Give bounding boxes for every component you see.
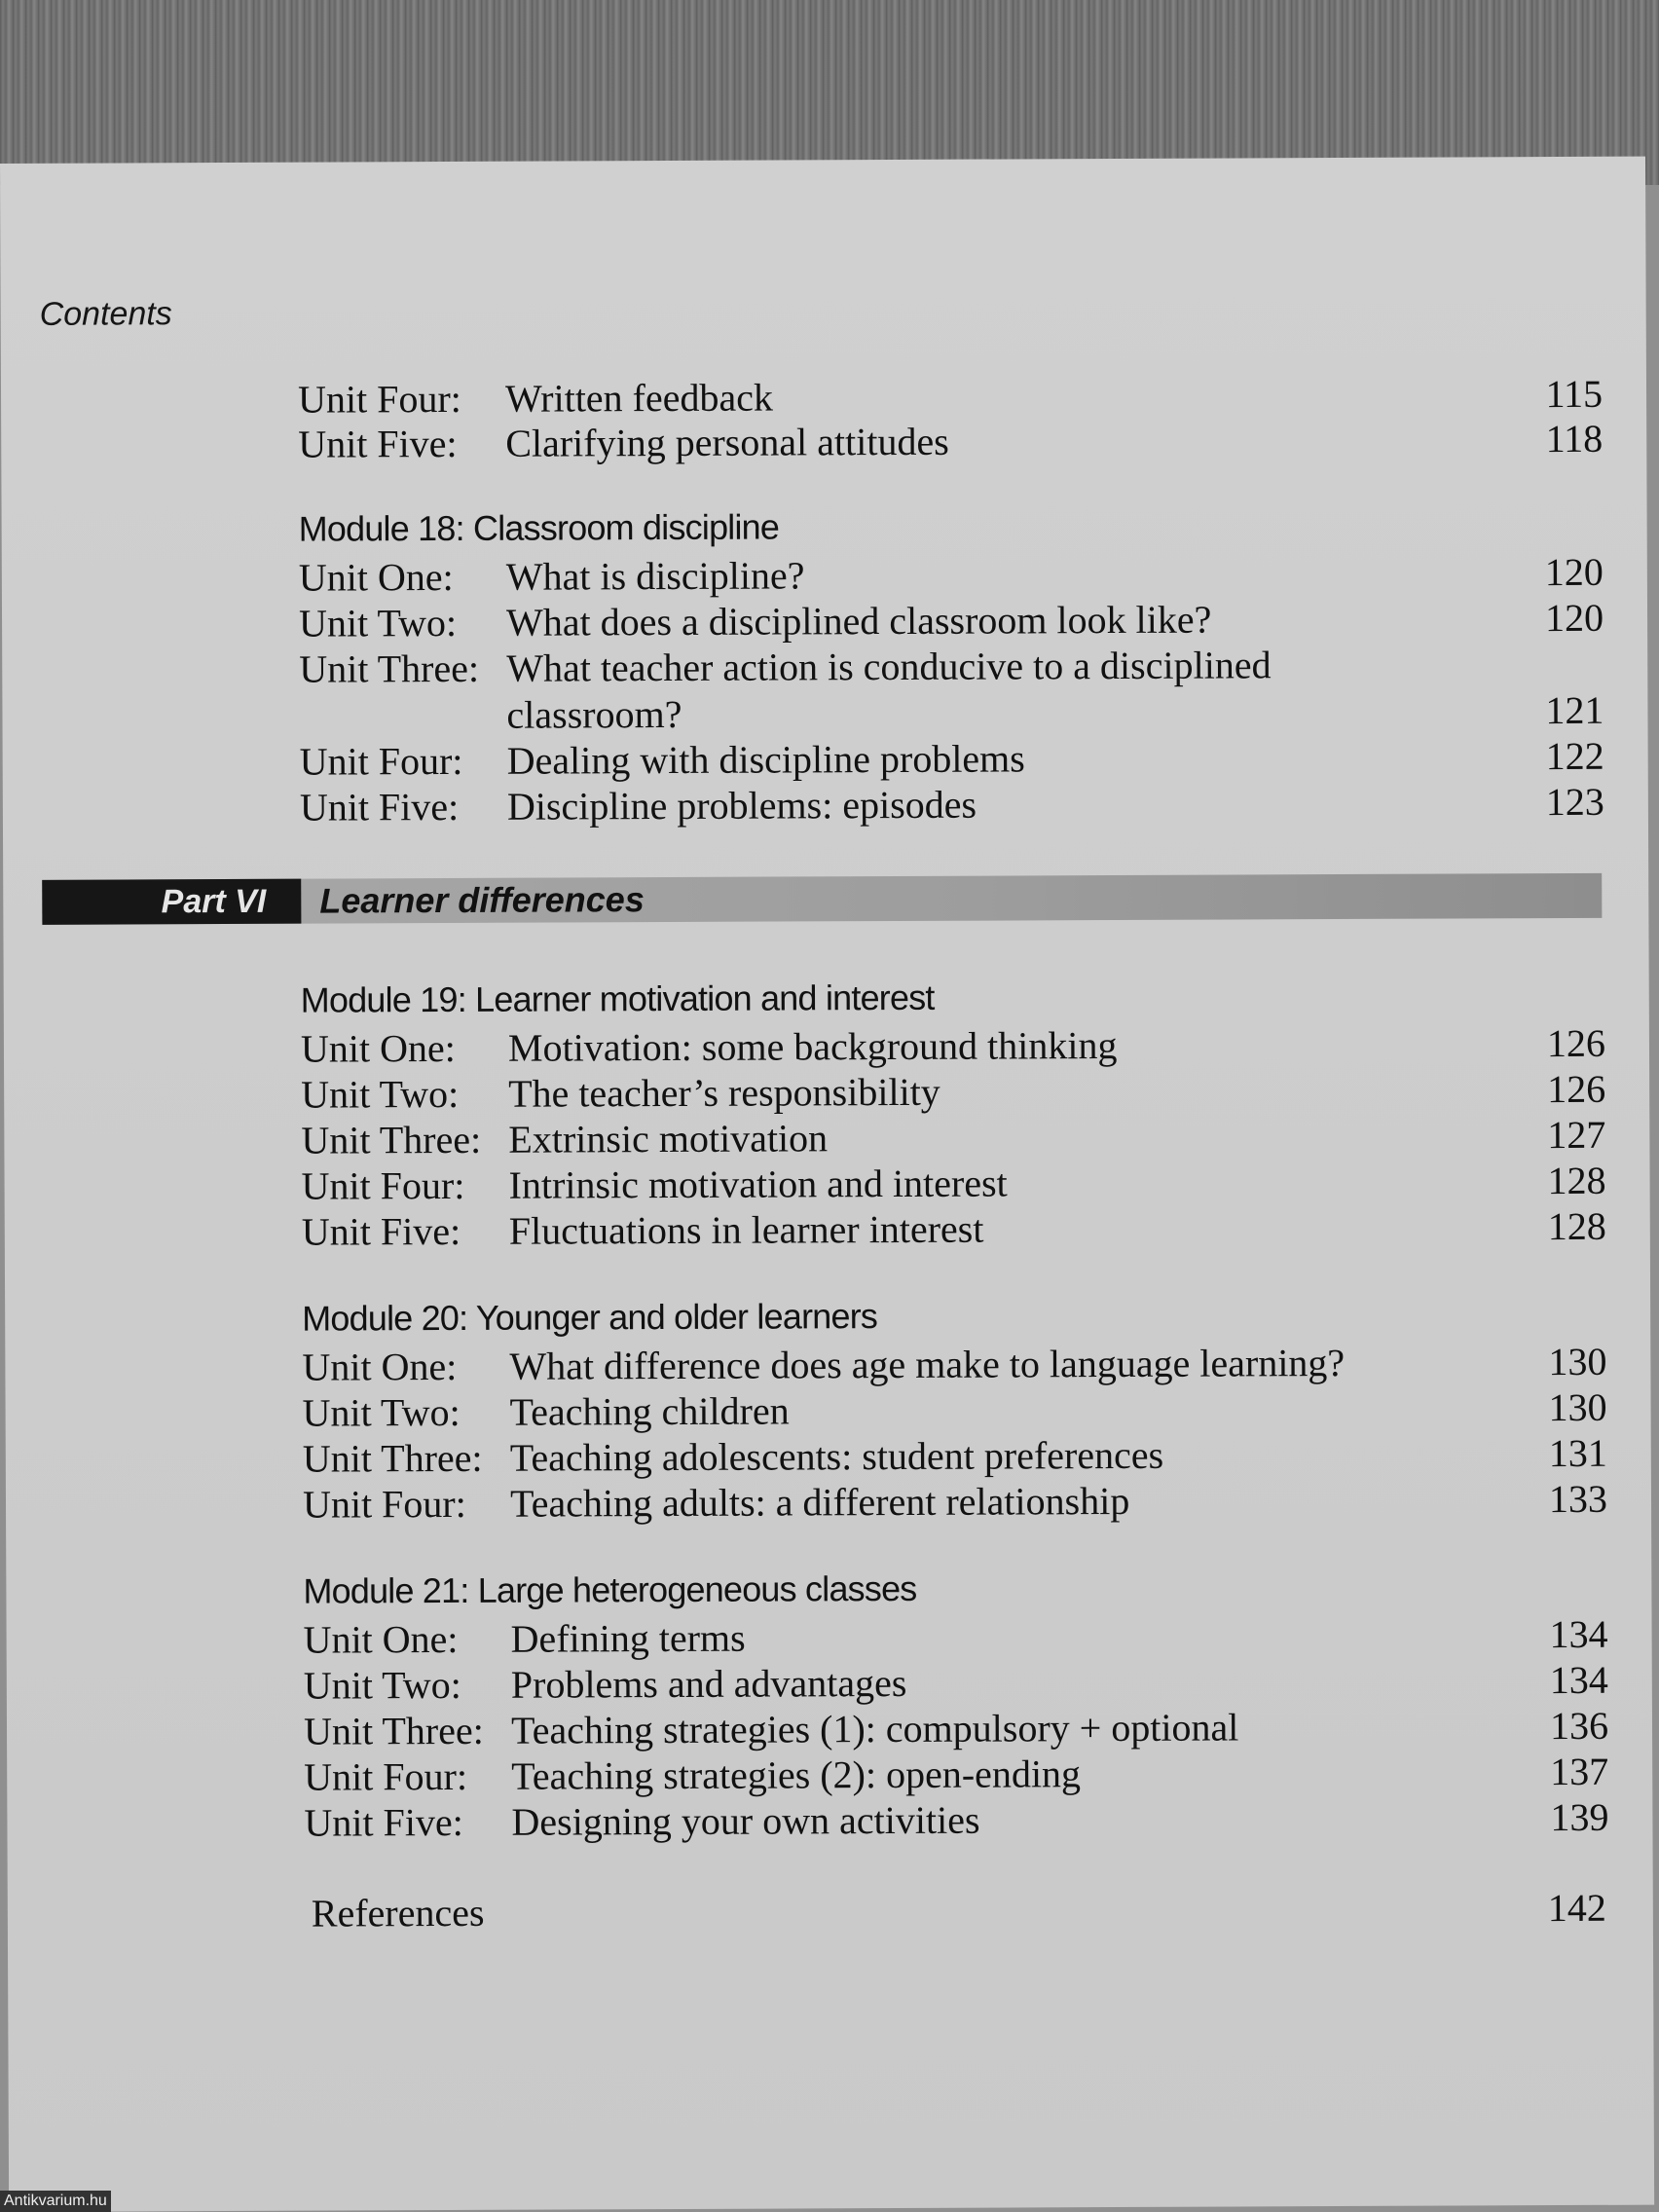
toc-entry xyxy=(302,1203,1606,1256)
unit-title: What is discipline? xyxy=(505,553,805,599)
unit-label: Unit Three: xyxy=(301,1117,482,1162)
unit-title: Discipline problems: episodes xyxy=(506,782,977,829)
toc-entry xyxy=(304,1657,1608,1710)
page-number: 123 xyxy=(1545,779,1604,825)
module-heading: Module 18: Classroom discipline xyxy=(298,506,780,549)
toc-entry xyxy=(301,1066,1605,1119)
unit-label: Unit Four: xyxy=(297,376,461,422)
toc-entry xyxy=(301,1112,1605,1164)
page-number: 142 xyxy=(1547,1885,1606,1931)
toc-entry xyxy=(304,1703,1608,1755)
running-header: Contents xyxy=(39,295,172,333)
unit-label: Unit Two: xyxy=(301,1071,460,1117)
unit-label: Unit Three: xyxy=(302,1435,483,1481)
unit-title: Teaching strategies (2): open-ending xyxy=(511,1751,1082,1798)
toc-entry xyxy=(302,1339,1606,1391)
toc-entry xyxy=(298,416,1603,468)
unit-label: Unit One: xyxy=(300,1025,456,1071)
page-number: 134 xyxy=(1549,1611,1608,1657)
toc-entry xyxy=(299,595,1604,647)
unit-label: Unit Five: xyxy=(298,421,458,466)
page-number: 121 xyxy=(1545,687,1604,733)
page-number: 126 xyxy=(1546,1020,1606,1066)
toc-entry xyxy=(304,1794,1608,1847)
watermark: Antikvarium.hu xyxy=(0,2191,111,2212)
unit-title: Designing your own activities xyxy=(511,1797,980,1844)
unit-label: Unit One: xyxy=(302,1344,458,1389)
unit-title: What does a disciplined classroom look like? xyxy=(505,597,1212,645)
page-number: 126 xyxy=(1547,1066,1606,1112)
unit-label: Unit Five: xyxy=(299,784,460,830)
unit-label: Unit Three: xyxy=(303,1708,484,1753)
toc-entry xyxy=(302,1384,1606,1437)
toc-entry xyxy=(303,1476,1607,1529)
page-number: 130 xyxy=(1548,1384,1607,1430)
unit-title: Written feedback xyxy=(504,375,774,421)
part-label: Part VI xyxy=(42,879,301,925)
toc-entry xyxy=(304,1611,1608,1664)
toc-entry xyxy=(300,779,1604,831)
unit-label: Unit Five: xyxy=(304,1799,463,1845)
toc-entry xyxy=(301,1158,1605,1210)
unit-title: Fluctuations in learner interest xyxy=(508,1206,984,1253)
page-number: 139 xyxy=(1550,1794,1609,1840)
page-number: 128 xyxy=(1547,1158,1606,1203)
unit-title: Extrinsic motivation xyxy=(508,1116,829,1161)
unit-label: Unit One: xyxy=(298,554,454,600)
toc-entry xyxy=(298,371,1603,424)
unit-title: Clarifying personal attitudes xyxy=(505,419,949,465)
unit-title: Intrinsic motivation and interest xyxy=(508,1161,1008,1207)
page-number: 131 xyxy=(1548,1430,1607,1476)
unit-title: Teaching adults: a different relationship xyxy=(509,1478,1130,1526)
unit-title: Teaching strategies (1): compulsory + optional xyxy=(510,1705,1239,1752)
unit-label: Unit Four: xyxy=(299,738,463,784)
part-banner xyxy=(42,873,1602,925)
page-number: 133 xyxy=(1548,1476,1608,1522)
unit-title: The teacher’s responsibility xyxy=(508,1069,940,1116)
unit-label: Unit Two: xyxy=(302,1389,461,1435)
toc-entry xyxy=(303,1430,1607,1483)
page-number: 136 xyxy=(1549,1703,1609,1749)
unit-title: Teaching adolescents: student preferences xyxy=(509,1432,1164,1480)
page-number: 115 xyxy=(1545,371,1604,417)
unit-title: Motivation: some background thinking xyxy=(507,1023,1118,1070)
page-number: 137 xyxy=(1550,1749,1609,1794)
table-of-contents xyxy=(0,157,1654,2212)
unit-label: Unit Four: xyxy=(301,1162,465,1208)
references-entry xyxy=(312,1885,1606,1936)
unit-title: Teaching children xyxy=(509,1388,790,1434)
module-heading: Module 19: Learner motivation and interest xyxy=(300,977,935,1020)
references-label: References xyxy=(311,1890,485,1936)
page-number: 120 xyxy=(1544,549,1604,595)
toc-entry xyxy=(300,733,1604,786)
page-number: 118 xyxy=(1545,416,1604,461)
unit-label: Unit Two: xyxy=(298,600,458,645)
unit-title: Problems and advantages xyxy=(510,1660,907,1707)
unit-title: Dealing with discipline problems xyxy=(506,736,1025,783)
page-number: 127 xyxy=(1547,1112,1606,1158)
unit-label: Unit One: xyxy=(303,1616,459,1662)
unit-label: Unit Four: xyxy=(304,1753,468,1799)
unit-label: Unit Five: xyxy=(301,1208,461,1254)
page-number: 128 xyxy=(1547,1203,1606,1249)
page-number: 130 xyxy=(1548,1339,1607,1384)
book-page xyxy=(0,157,1654,2212)
unit-title: What difference does age make to language learning? xyxy=(509,1340,1346,1388)
page-number: 134 xyxy=(1549,1657,1608,1703)
unit-label: Unit Three: xyxy=(299,645,480,691)
unit-label: Unit Four: xyxy=(302,1481,466,1527)
page-number: 120 xyxy=(1544,595,1604,641)
toc-entry xyxy=(304,1749,1608,1801)
toc-entry xyxy=(299,549,1604,602)
unit-title: Defining terms xyxy=(510,1615,746,1661)
toc-entry xyxy=(299,641,1604,740)
toc-entry xyxy=(301,1020,1605,1073)
unit-title: What teacher action is conducive to a disciplined classroom? xyxy=(506,643,1272,737)
page-number: 122 xyxy=(1545,733,1604,779)
part-title: Learner differences xyxy=(319,879,645,921)
unit-label: Unit Two: xyxy=(303,1662,461,1708)
module-heading: Module 21: Large heterogeneous classes xyxy=(303,1567,917,1611)
module-heading: Module 20: Younger and older learners xyxy=(302,1296,878,1339)
